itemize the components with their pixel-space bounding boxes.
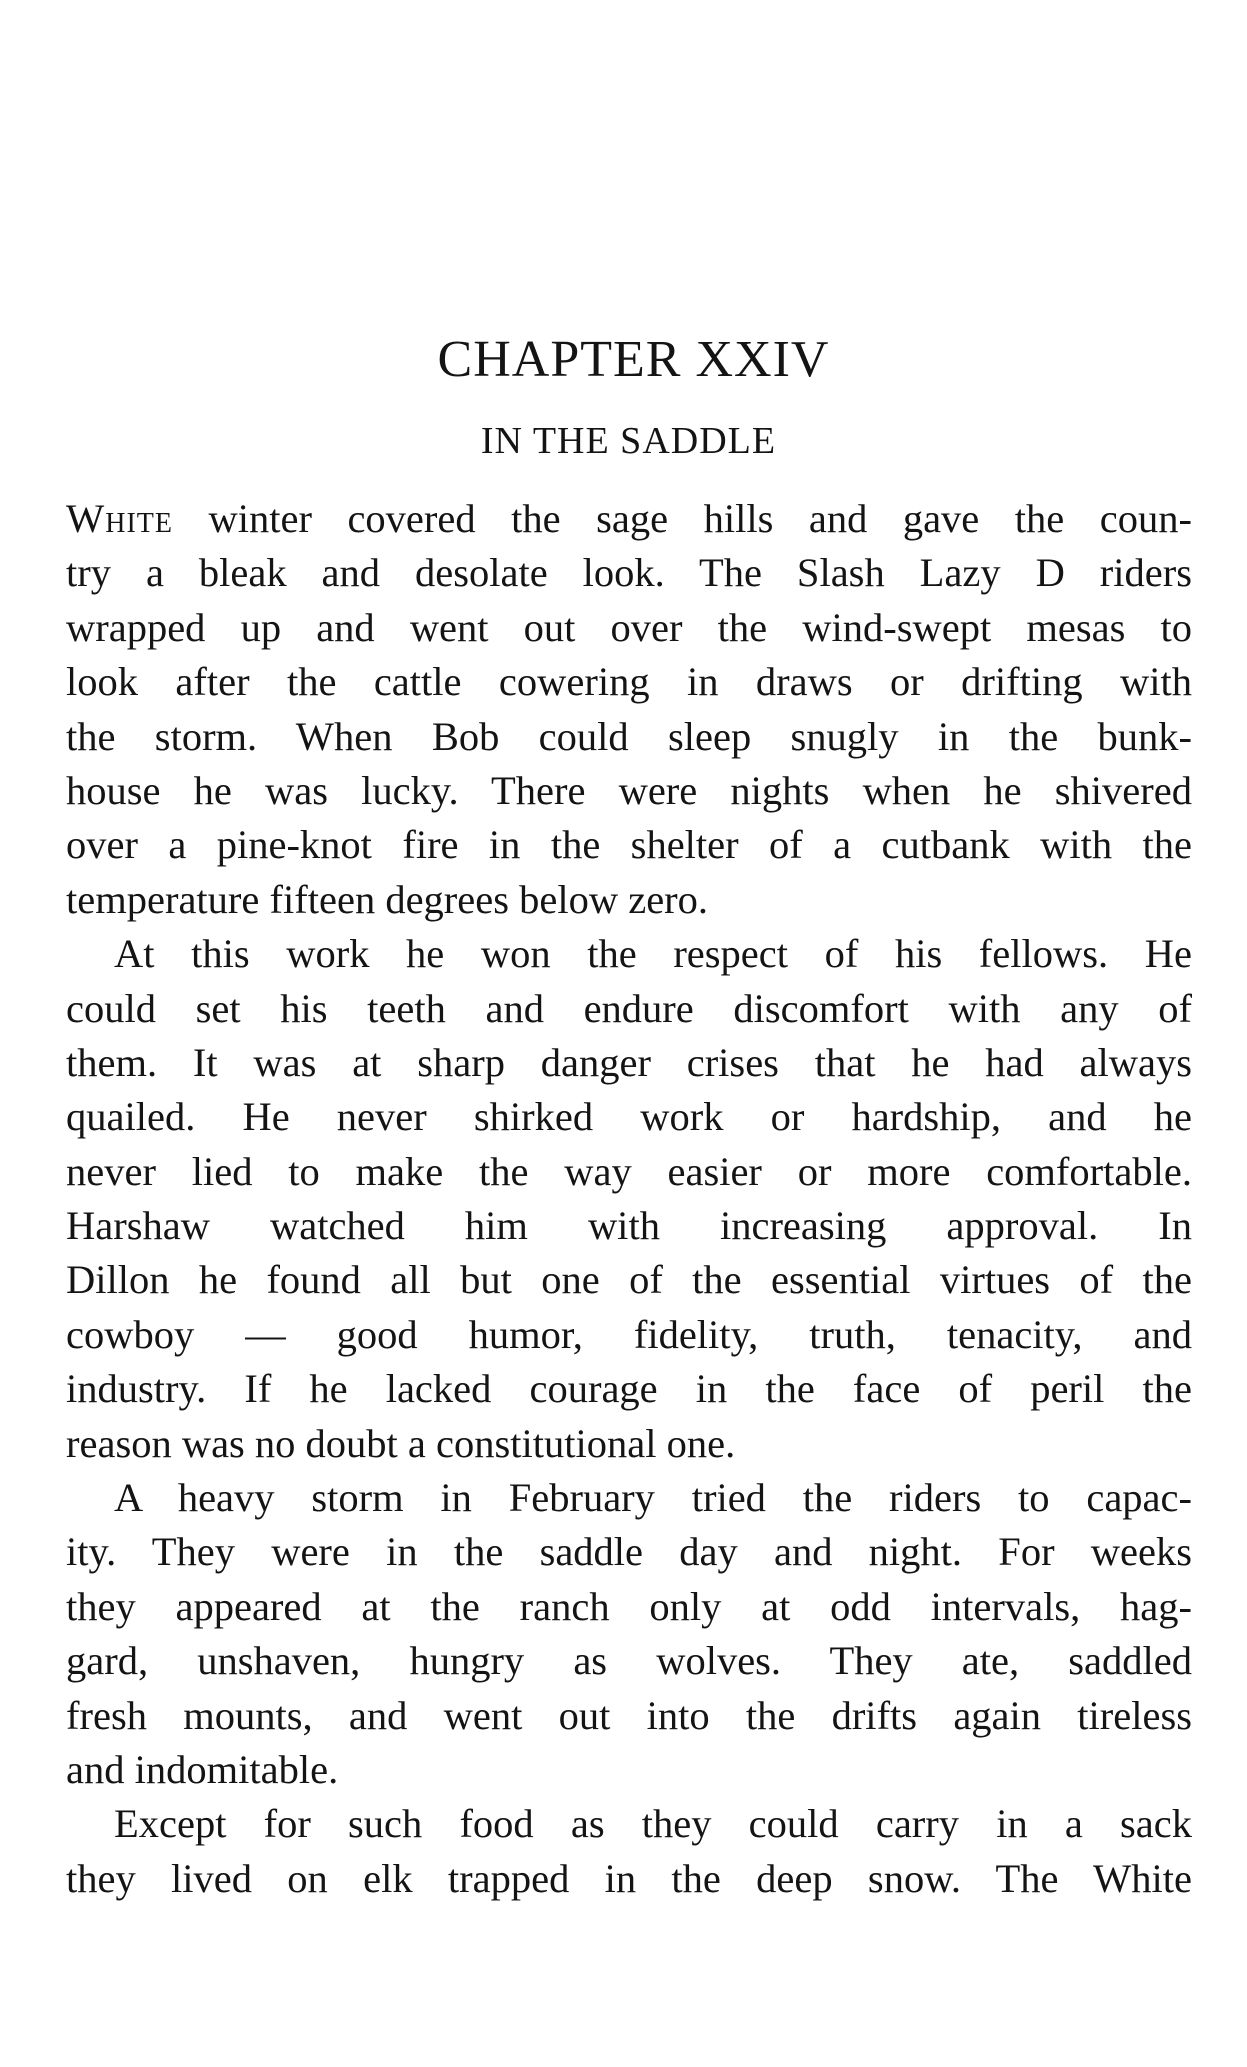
text-line: look after the cattle cowering in draws or drifting with xyxy=(66,659,1192,705)
text-line: gard, unshaven, hungry as wolves. They ate, saddled xyxy=(66,1638,1192,1684)
opening-small-caps: White xyxy=(66,496,173,541)
text-line: and indomitable. xyxy=(66,1746,339,1792)
text-line: At this work he won the respect of his fellows. He xyxy=(114,931,1192,977)
opening-line-rest: winter covered the sage hills and gave the coun- xyxy=(172,496,1192,541)
text-line: fresh mounts, and went out into the drifts again tireless xyxy=(66,1692,1192,1738)
text-line: Except for such food as they could carry in a sack xyxy=(114,1801,1192,1847)
text-line: industry. If he lacked courage in the face of peril the xyxy=(66,1366,1192,1412)
chapter-title: IN THE SADDLE xyxy=(480,420,777,462)
chapter-number: CHAPTER XXIV xyxy=(437,331,830,388)
text-line: try a bleak and desolate look. The Slash Lazy D riders xyxy=(66,550,1192,596)
body-text xyxy=(66,492,1192,1906)
text-line: they appeared at the ranch only at odd intervals, hag- xyxy=(66,1583,1192,1629)
text-line: never lied to make the way easier or more comfortable. xyxy=(66,1148,1192,1194)
text-line: the storm. When Bob could sleep snugly in the bunk- xyxy=(66,713,1192,759)
text-line: house he was lucky. There were nights when he shivered xyxy=(66,767,1192,813)
text-line: temperature fifteen degrees below zero. xyxy=(66,876,709,922)
text-line: they lived on elk trapped in the deep snow. The White xyxy=(66,1855,1192,1901)
text-line xyxy=(66,492,1192,546)
text-line: A heavy storm in February tried the riders to capac- xyxy=(114,1475,1192,1521)
text-line: wrapped up and went out over the wind-swept mesas to xyxy=(66,604,1192,650)
text-line: cowboy — good humor, fidelity, truth, tenacity, and xyxy=(66,1311,1192,1357)
text-line: over a pine-knot fire in the shelter of a cutbank with the xyxy=(66,822,1192,868)
text-line: Dillon he found all but one of the essential virtues of the xyxy=(66,1257,1192,1303)
text-line: quailed. He never shirked work or hardship, and he xyxy=(66,1094,1192,1140)
text-line: Harshaw watched him with increasing approval. In xyxy=(66,1203,1192,1249)
text-line: ity. They were in the saddle day and night. For weeks xyxy=(66,1529,1192,1575)
text-line: reason was no doubt a constitutional one. xyxy=(66,1420,736,1466)
text-line: could set his teeth and endure discomfort with any of xyxy=(66,985,1192,1031)
text-line: them. It was at sharp danger crises that he had always xyxy=(66,1039,1192,1085)
